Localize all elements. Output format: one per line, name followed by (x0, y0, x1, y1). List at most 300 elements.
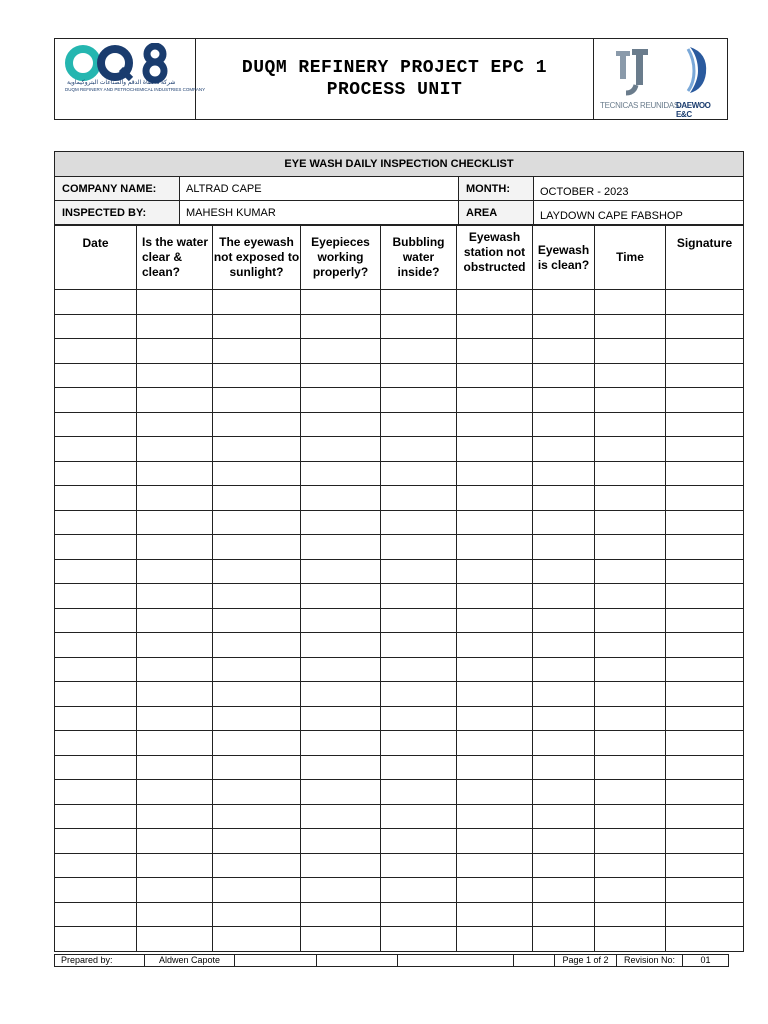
table-row (55, 829, 744, 854)
table-cell[interactable] (595, 535, 666, 560)
table-cell[interactable] (457, 363, 533, 388)
table-cell[interactable] (301, 927, 381, 952)
table-cell[interactable] (301, 657, 381, 682)
table-cell[interactable] (137, 584, 213, 609)
project-title-line1: DUQM REFINERY PROJECT EPC 1 (241, 58, 548, 78)
table-cell[interactable] (533, 461, 595, 486)
table-cell[interactable] (595, 437, 666, 462)
table-row (55, 902, 744, 927)
table-cell[interactable] (55, 657, 137, 682)
table-cell[interactable] (666, 535, 744, 560)
table-cell[interactable] (213, 878, 301, 903)
col-water-clear: Is the water clear & clean? (137, 226, 213, 290)
table-cell[interactable] (137, 927, 213, 952)
table-cell[interactable] (595, 853, 666, 878)
inspected-by-value[interactable]: MAHESH KUMAR (180, 201, 459, 225)
table-cell[interactable] (137, 486, 213, 511)
table-cell[interactable] (213, 755, 301, 780)
footer-blank-4 (514, 955, 555, 967)
table-cell[interactable] (137, 657, 213, 682)
table-cell[interactable] (533, 486, 595, 511)
table-cell[interactable] (457, 755, 533, 780)
table-row (55, 535, 744, 560)
table-cell[interactable] (137, 780, 213, 805)
table-cell[interactable] (137, 853, 213, 878)
table-cell[interactable] (301, 437, 381, 462)
table-cell[interactable] (533, 804, 595, 829)
table-cell[interactable] (595, 559, 666, 584)
table-cell[interactable] (137, 363, 213, 388)
table-cell[interactable] (457, 290, 533, 315)
table-cell[interactable] (213, 559, 301, 584)
table-cell[interactable] (381, 559, 457, 584)
table-cell[interactable] (457, 535, 533, 560)
table-cell[interactable] (137, 755, 213, 780)
table-cell[interactable] (213, 412, 301, 437)
table-cell[interactable] (301, 633, 381, 658)
table-cell[interactable] (301, 804, 381, 829)
table-cell[interactable] (137, 339, 213, 364)
table-cell[interactable] (301, 535, 381, 560)
table-cell[interactable] (381, 706, 457, 731)
table-cell[interactable] (457, 559, 533, 584)
table-cell[interactable] (55, 290, 137, 315)
table-cell[interactable] (137, 829, 213, 854)
table-row (55, 755, 744, 780)
table-cell[interactable] (533, 902, 595, 927)
table-cell[interactable] (666, 780, 744, 805)
table-cell[interactable] (381, 412, 457, 437)
table-cell[interactable] (666, 633, 744, 658)
table-cell[interactable] (533, 706, 595, 731)
table-cell[interactable] (137, 388, 213, 413)
table-cell[interactable] (301, 584, 381, 609)
table-cell[interactable] (301, 608, 381, 633)
oq8-logo-mark (65, 43, 185, 83)
month-value[interactable]: OCTOBER - 2023 (534, 177, 744, 201)
table-cell[interactable] (457, 780, 533, 805)
table-cell[interactable] (595, 510, 666, 535)
table-cell[interactable] (213, 853, 301, 878)
table-cell[interactable] (595, 829, 666, 854)
table-cell[interactable] (55, 706, 137, 731)
table-row (55, 853, 744, 878)
table-cell[interactable] (666, 314, 744, 339)
table-row (55, 486, 744, 511)
table-cell[interactable] (666, 682, 744, 707)
table-cell[interactable] (666, 339, 744, 364)
table-cell[interactable] (381, 731, 457, 756)
table-row (55, 780, 744, 805)
table-row (55, 290, 744, 315)
table-cell[interactable] (666, 510, 744, 535)
table-cell[interactable] (55, 412, 137, 437)
table-cell[interactable] (137, 314, 213, 339)
table-cell[interactable] (137, 290, 213, 315)
table-cell[interactable] (533, 314, 595, 339)
table-cell[interactable] (595, 633, 666, 658)
table-cell[interactable] (533, 290, 595, 315)
table-cell[interactable] (301, 510, 381, 535)
table-row (55, 927, 744, 952)
table-cell[interactable] (213, 510, 301, 535)
table-cell[interactable] (457, 878, 533, 903)
table-cell[interactable] (457, 902, 533, 927)
table-cell[interactable] (457, 706, 533, 731)
table-cell[interactable] (137, 535, 213, 560)
table-cell[interactable] (457, 804, 533, 829)
table-cell[interactable] (301, 682, 381, 707)
table-cell[interactable] (533, 535, 595, 560)
table-cell[interactable] (381, 486, 457, 511)
table-cell[interactable] (381, 584, 457, 609)
oq8-arabic-text: شركة مصفاة الدقم والصناعات البتروكيماوية (67, 80, 176, 86)
table-cell[interactable] (137, 804, 213, 829)
daewoo-logo-icon (684, 45, 710, 95)
table-cell[interactable] (301, 314, 381, 339)
col-bubbling-water: Bubbling water inside? (381, 226, 457, 290)
table-cell[interactable] (55, 437, 137, 462)
table-cell[interactable] (301, 731, 381, 756)
table-cell[interactable] (666, 829, 744, 854)
table-cell[interactable] (55, 804, 137, 829)
table-cell[interactable] (213, 902, 301, 927)
table-cell[interactable] (457, 461, 533, 486)
table-cell[interactable] (55, 388, 137, 413)
table-cell[interactable] (595, 780, 666, 805)
inspected-by-label: INSPECTED BY: (55, 201, 180, 225)
table-cell[interactable] (213, 437, 301, 462)
table-cell[interactable] (301, 755, 381, 780)
table-cell[interactable] (381, 314, 457, 339)
table-cell[interactable] (533, 755, 595, 780)
table-cell[interactable] (55, 535, 137, 560)
table-row (55, 608, 744, 633)
table-cell[interactable] (55, 314, 137, 339)
table-cell[interactable] (301, 486, 381, 511)
tecnicas-reunidas-name: TECNICAS REUNIDAS (600, 101, 679, 110)
table-cell[interactable] (595, 388, 666, 413)
table-cell[interactable] (381, 755, 457, 780)
table-row (55, 633, 744, 658)
table-cell[interactable] (666, 363, 744, 388)
table-cell[interactable] (666, 902, 744, 927)
footer-blank-1 (235, 955, 317, 967)
table-cell[interactable] (55, 633, 137, 658)
table-cell[interactable] (533, 731, 595, 756)
table-cell[interactable] (137, 878, 213, 903)
table-row (55, 510, 744, 535)
table-cell[interactable] (666, 486, 744, 511)
table-cell[interactable] (595, 314, 666, 339)
table-cell[interactable] (213, 706, 301, 731)
table-cell[interactable] (55, 853, 137, 878)
table-row (55, 461, 744, 486)
table-cell[interactable] (137, 608, 213, 633)
table-cell[interactable] (213, 314, 301, 339)
table-cell[interactable] (301, 388, 381, 413)
table-cell[interactable] (381, 535, 457, 560)
contractor-logos (593, 39, 727, 119)
table-cell[interactable] (137, 559, 213, 584)
table-cell[interactable] (666, 412, 744, 437)
table-cell[interactable] (55, 559, 137, 584)
table-cell[interactable] (55, 902, 137, 927)
table-cell[interactable] (666, 290, 744, 315)
table-cell[interactable] (137, 902, 213, 927)
table-cell[interactable] (457, 829, 533, 854)
table-row (55, 657, 744, 682)
table-cell[interactable] (55, 584, 137, 609)
table-cell[interactable] (381, 829, 457, 854)
table-cell[interactable] (381, 902, 457, 927)
oq8-logo-graphic (65, 43, 185, 83)
table-cell[interactable] (301, 290, 381, 315)
table-cell[interactable] (213, 657, 301, 682)
table-cell[interactable] (666, 608, 744, 633)
table-cell[interactable] (55, 339, 137, 364)
table-cell[interactable] (301, 853, 381, 878)
table-cell[interactable] (533, 388, 595, 413)
company-name-value[interactable]: ALTRAD CAPE (180, 177, 459, 201)
table-cell[interactable] (457, 927, 533, 952)
table-cell[interactable] (213, 535, 301, 560)
table-cell[interactable] (666, 584, 744, 609)
col-station-not-obstructed: Eyewash station not obstructed (457, 226, 533, 290)
table-cell[interactable] (595, 290, 666, 315)
table-cell[interactable] (533, 682, 595, 707)
table-cell[interactable] (213, 829, 301, 854)
table-cell[interactable] (533, 853, 595, 878)
table-cell[interactable] (666, 388, 744, 413)
table-cell[interactable] (213, 633, 301, 658)
table-cell[interactable] (137, 461, 213, 486)
table-cell[interactable] (666, 461, 744, 486)
col-signature: Signature (666, 226, 744, 290)
table-cell[interactable] (595, 584, 666, 609)
table-cell[interactable] (301, 339, 381, 364)
oq8-logo (55, 39, 206, 119)
table-row (55, 339, 744, 364)
table-cell[interactable] (595, 461, 666, 486)
table-cell[interactable] (381, 437, 457, 462)
table-cell[interactable] (457, 731, 533, 756)
table-cell[interactable] (457, 682, 533, 707)
table-cell[interactable] (595, 682, 666, 707)
table-cell[interactable] (533, 510, 595, 535)
table-cell[interactable] (457, 412, 533, 437)
table-cell[interactable] (55, 780, 137, 805)
table-cell[interactable] (595, 902, 666, 927)
table-cell[interactable] (137, 682, 213, 707)
table-cell[interactable] (55, 731, 137, 756)
area-value[interactable]: LAYDOWN CAPE FABSHOP (534, 201, 744, 225)
document-footer (54, 954, 729, 967)
col-eyewash-clean: Eyewash is clean? (533, 226, 595, 290)
table-cell[interactable] (213, 731, 301, 756)
table-cell[interactable] (595, 486, 666, 511)
table-cell[interactable] (381, 780, 457, 805)
table-cell[interactable] (301, 780, 381, 805)
table-cell[interactable] (595, 706, 666, 731)
table-cell[interactable] (533, 363, 595, 388)
table-cell[interactable] (595, 657, 666, 682)
table-cell[interactable] (533, 780, 595, 805)
table-cell[interactable] (533, 633, 595, 658)
table-row (55, 878, 744, 903)
table-row (55, 388, 744, 413)
table-cell[interactable] (381, 363, 457, 388)
table-cell[interactable] (137, 706, 213, 731)
table-cell[interactable] (595, 608, 666, 633)
table-cell[interactable] (457, 314, 533, 339)
table-cell[interactable] (381, 510, 457, 535)
table-cell[interactable] (213, 290, 301, 315)
company-name-label: COMPANY NAME: (55, 177, 180, 201)
table-cell[interactable] (213, 363, 301, 388)
table-row (55, 412, 744, 437)
table-cell[interactable] (457, 437, 533, 462)
table-cell[interactable] (213, 682, 301, 707)
table-cell[interactable] (457, 510, 533, 535)
table-cell[interactable] (213, 461, 301, 486)
table-cell[interactable] (595, 927, 666, 952)
table-cell[interactable] (457, 339, 533, 364)
daewoo-name: DAEWOO E&C (676, 101, 711, 119)
inspection-rows (55, 290, 744, 952)
revision-value: 01 (683, 955, 729, 967)
table-cell[interactable] (381, 290, 457, 315)
table-cell[interactable] (595, 804, 666, 829)
table-cell[interactable] (301, 706, 381, 731)
table-row (55, 437, 744, 462)
table-cell[interactable] (533, 339, 595, 364)
table-cell[interactable] (213, 584, 301, 609)
checklist-title: EYE WASH DAILY INSPECTION CHECKLIST (55, 152, 744, 177)
table-cell[interactable] (595, 878, 666, 903)
table-cell[interactable] (457, 853, 533, 878)
table-cell[interactable] (381, 804, 457, 829)
table-cell[interactable] (666, 559, 744, 584)
table-cell[interactable] (381, 927, 457, 952)
table-row (55, 363, 744, 388)
table-cell[interactable] (137, 731, 213, 756)
table-row (55, 682, 744, 707)
table-cell[interactable] (301, 559, 381, 584)
table-cell[interactable] (381, 853, 457, 878)
table-cell[interactable] (301, 902, 381, 927)
table-row (55, 314, 744, 339)
table-cell[interactable] (533, 584, 595, 609)
table-cell[interactable] (666, 927, 744, 952)
table-row (55, 559, 744, 584)
col-time: Time (595, 226, 666, 290)
table-cell[interactable] (595, 755, 666, 780)
table-cell[interactable] (381, 682, 457, 707)
table-cell[interactable] (55, 878, 137, 903)
table-cell[interactable] (381, 388, 457, 413)
document-header (54, 38, 728, 120)
prepared-by-value: Aldwen Capote (145, 955, 235, 967)
table-cell[interactable] (301, 829, 381, 854)
table-cell[interactable] (55, 829, 137, 854)
table-cell[interactable] (457, 584, 533, 609)
table-cell[interactable] (381, 657, 457, 682)
table-cell[interactable] (381, 608, 457, 633)
table-cell[interactable] (381, 878, 457, 903)
table-cell[interactable] (457, 388, 533, 413)
table-cell[interactable] (666, 706, 744, 731)
table-cell[interactable] (381, 461, 457, 486)
table-cell[interactable] (213, 339, 301, 364)
table-cell[interactable] (533, 878, 595, 903)
table-cell[interactable] (213, 486, 301, 511)
table-cell[interactable] (533, 829, 595, 854)
table-cell[interactable] (666, 437, 744, 462)
table-row (55, 584, 744, 609)
table-cell[interactable] (55, 682, 137, 707)
table-cell[interactable] (381, 633, 457, 658)
table-cell[interactable] (595, 339, 666, 364)
table-cell[interactable] (213, 804, 301, 829)
table-cell[interactable] (533, 608, 595, 633)
table-cell[interactable] (213, 780, 301, 805)
table-cell[interactable] (55, 755, 137, 780)
table-cell[interactable] (666, 878, 744, 903)
table-cell[interactable] (595, 412, 666, 437)
table-cell[interactable] (137, 510, 213, 535)
table-cell[interactable] (137, 412, 213, 437)
table-cell[interactable] (457, 608, 533, 633)
table-cell[interactable] (301, 363, 381, 388)
table-cell[interactable] (595, 731, 666, 756)
table-cell[interactable] (533, 927, 595, 952)
table-cell[interactable] (301, 461, 381, 486)
table-cell[interactable] (381, 339, 457, 364)
table-cell[interactable] (457, 633, 533, 658)
table-cell[interactable] (533, 657, 595, 682)
table-cell[interactable] (666, 657, 744, 682)
revision-label: Revision No: (617, 955, 683, 967)
table-cell[interactable] (457, 657, 533, 682)
table-row (55, 706, 744, 731)
table-cell[interactable] (55, 608, 137, 633)
table-cell[interactable] (55, 927, 137, 952)
table-cell[interactable] (301, 412, 381, 437)
table-cell[interactable] (213, 927, 301, 952)
table-cell[interactable] (533, 437, 595, 462)
table-cell[interactable] (666, 731, 744, 756)
table-cell[interactable] (533, 412, 595, 437)
project-title-line2: PROCESS UNIT (326, 80, 463, 100)
col-date: Date (55, 226, 137, 290)
table-cell[interactable] (55, 510, 137, 535)
table-cell[interactable] (55, 461, 137, 486)
table-cell[interactable] (457, 486, 533, 511)
table-cell[interactable] (666, 755, 744, 780)
table-cell[interactable] (301, 878, 381, 903)
table-cell[interactable] (533, 559, 595, 584)
table-cell[interactable] (55, 486, 137, 511)
table-cell[interactable] (666, 853, 744, 878)
table-cell[interactable] (55, 363, 137, 388)
table-cell[interactable] (137, 437, 213, 462)
table-cell[interactable] (213, 388, 301, 413)
table-cell[interactable] (213, 608, 301, 633)
table-cell[interactable] (666, 804, 744, 829)
table-cell[interactable] (595, 363, 666, 388)
table-cell[interactable] (137, 633, 213, 658)
